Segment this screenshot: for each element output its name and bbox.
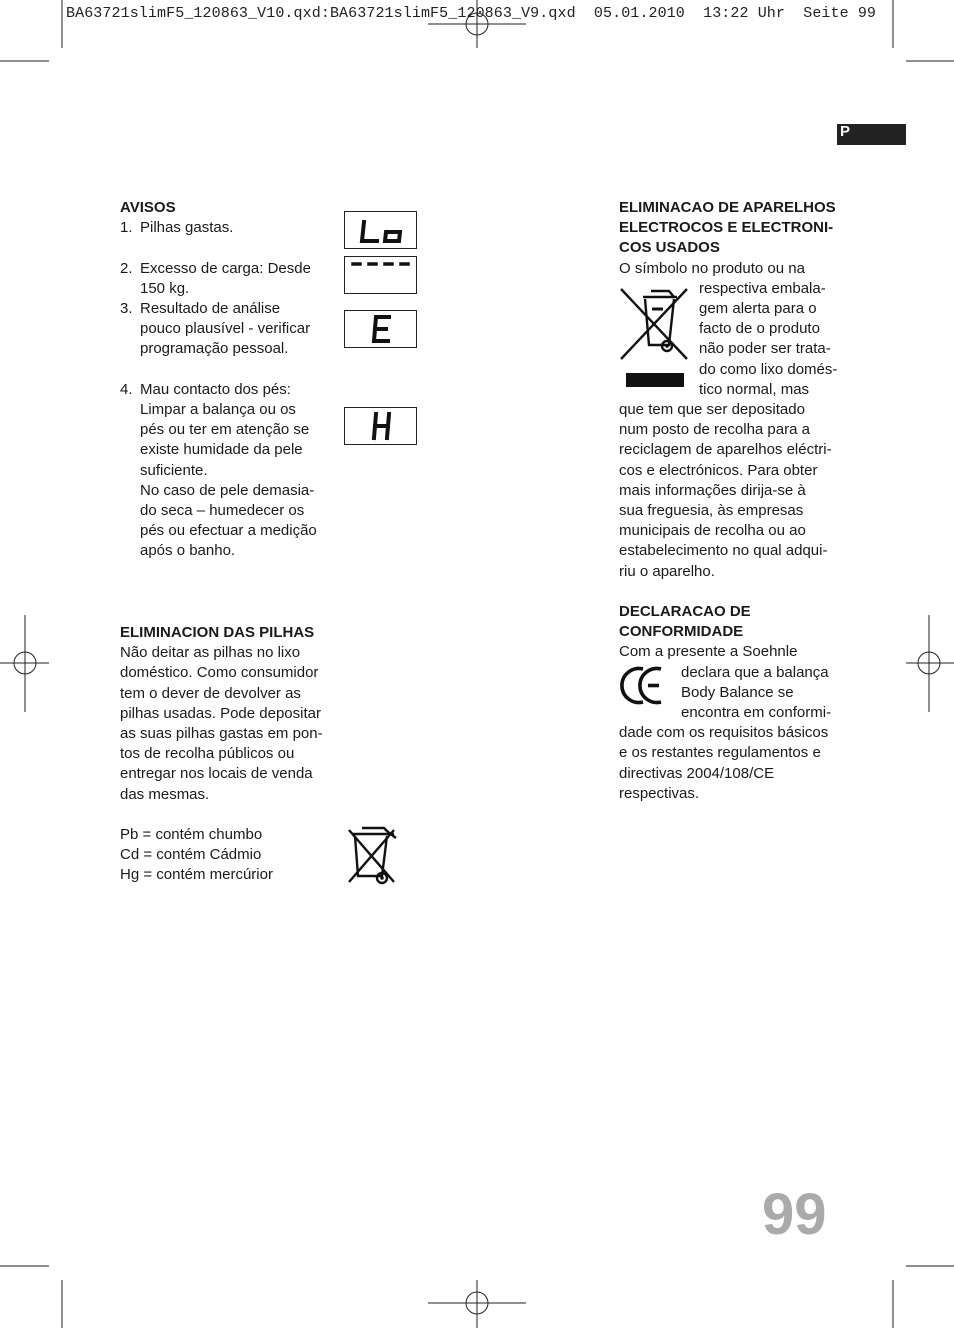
item-number: 1. (120, 219, 133, 237)
display-overload-icon (344, 256, 417, 294)
conformidade-line: e os restantes regulamentos e (619, 744, 821, 762)
item-text: existe humidade da pele (140, 441, 303, 459)
metal-code: Pb = contém chumbo (120, 826, 263, 844)
item-number: 4. (120, 380, 133, 398)
list-item (120, 380, 335, 562)
avisos-section (120, 198, 335, 562)
list-item (120, 259, 335, 299)
weee-line: reciclagem de aparelhos eléctri- (619, 441, 832, 459)
pilhas-line: tos de recolha públicos ou (120, 745, 295, 763)
weee-line: não poder ser trata- (699, 340, 831, 358)
conformidade-wrap (619, 663, 854, 724)
pilhas-line: as suas pilhas gastas em pon- (120, 725, 323, 743)
item-text: do seca – humedecer os (140, 502, 305, 520)
item-text: suficiente. (140, 461, 208, 479)
item-text: Mau contacto dos pés: (140, 380, 291, 398)
weee-line: municipais de recolha ou ao (619, 522, 806, 540)
item-text: 150 kg. (140, 279, 190, 297)
item-text: Limpar a balança ou os (140, 401, 296, 418)
item-text: Excesso de carga: Desde (140, 259, 311, 277)
display-lo-icon (344, 211, 417, 249)
pilhas-line: Não deitar as pilhas no lixo (120, 644, 301, 662)
weee-line: que tem que ser depositado (619, 401, 805, 419)
conformidade-line: directivas 2004/108/CE (619, 764, 775, 782)
weee-line: do como lixo domés- (699, 360, 838, 378)
conformidade-intro: Com a presente a Soehnle (619, 643, 798, 661)
weee-line: facto de o produto (699, 320, 820, 338)
weee-heading: COS USADOS (619, 239, 720, 257)
conformidade-line: declara que a balança (681, 663, 829, 681)
weee-line: estabelecimento no qual adqui- (619, 542, 828, 560)
pilhas-section (120, 623, 345, 886)
pilhas-line: entregar nos locais de venda (120, 765, 313, 783)
metal-code: Cd = contém Cádmio (120, 846, 262, 864)
list-item (120, 299, 335, 360)
item-text: programação pessoal. (140, 340, 289, 358)
weee-line: gem alerta para o (699, 300, 817, 318)
weee-line: cos e electrónicos. Para obter (619, 461, 818, 479)
list-item (120, 218, 335, 238)
weee-line: tico normal, mas (699, 380, 810, 398)
pilhas-line: tem o dever de devolver as (120, 684, 301, 702)
display-h-icon (344, 407, 417, 445)
weee-line: mais informações dirija-se à (619, 481, 806, 499)
conformidade-line: dade com os requisitos básicos (619, 724, 829, 742)
item-text: pouco plausível - verificar (140, 320, 311, 338)
pilhas-line: das mesmas. (120, 785, 210, 803)
item-text: Pilhas gastas. (140, 219, 234, 237)
pilhas-line: doméstico. Como consumidor (120, 664, 319, 682)
conformidade-line: Body Balance se (681, 683, 794, 701)
weee-line: riu o aparelho. (619, 562, 715, 580)
conformidade-line: respectivas. (619, 784, 700, 802)
weee-heading: ELIMINACAO DE APARELHOS (619, 199, 836, 216)
crossed-bin-icon (344, 820, 400, 888)
item-text: pés ou efectuar a medição (140, 522, 317, 540)
weee-line: sua freguesia, às empresas (619, 502, 804, 520)
item-text: No caso de pele demasia- (140, 481, 315, 499)
conformidade-wrap-text (681, 663, 831, 724)
crossed-bin-with-bar-icon (619, 279, 699, 400)
page-number: 99 (762, 1182, 827, 1247)
weee-section (619, 198, 854, 804)
weee-line: num posto de recolha para a (619, 421, 810, 439)
file-slug: BA63721slimF5_120863_V10.qxd:BA63721slimF5_120863_V9.qxd 05.01.2010 13:22 Uhr Seite 99 (66, 5, 877, 22)
ce-mark-icon (619, 663, 681, 723)
item-text: pés ou ter em atenção se (140, 421, 310, 439)
weee-wrap (619, 279, 854, 400)
conformidade-heading: CONFORMIDADE (619, 623, 744, 641)
spacer (120, 238, 335, 258)
conformidade-line: encontra em conformi- (681, 704, 832, 722)
item-text: Resultado de análise (140, 300, 281, 317)
item-number: 2. (120, 259, 133, 277)
avisos-list (120, 218, 335, 561)
weee-heading: ELECTROCOS E ELECTRONI- (619, 219, 834, 237)
avisos-heading: AVISOS (120, 199, 176, 216)
conformidade-heading: DECLARACAO DE (619, 603, 751, 621)
pilhas-heading: ELIMINACION DAS PILHAS (120, 624, 315, 641)
weee-wrap-text (699, 279, 837, 400)
weee-line: respectiva embala- (699, 279, 826, 297)
language-tab: P (837, 124, 906, 145)
spacer (120, 360, 335, 380)
weee-intro: O símbolo no produto ou na (619, 259, 805, 277)
pilhas-line: pilhas usadas. Pode depositar (120, 704, 321, 722)
item-text: após o banho. (140, 542, 236, 560)
item-number: 3. (120, 300, 133, 317)
metal-code: Hg = contém mercúrior (120, 866, 273, 884)
display-e-icon (344, 310, 417, 348)
